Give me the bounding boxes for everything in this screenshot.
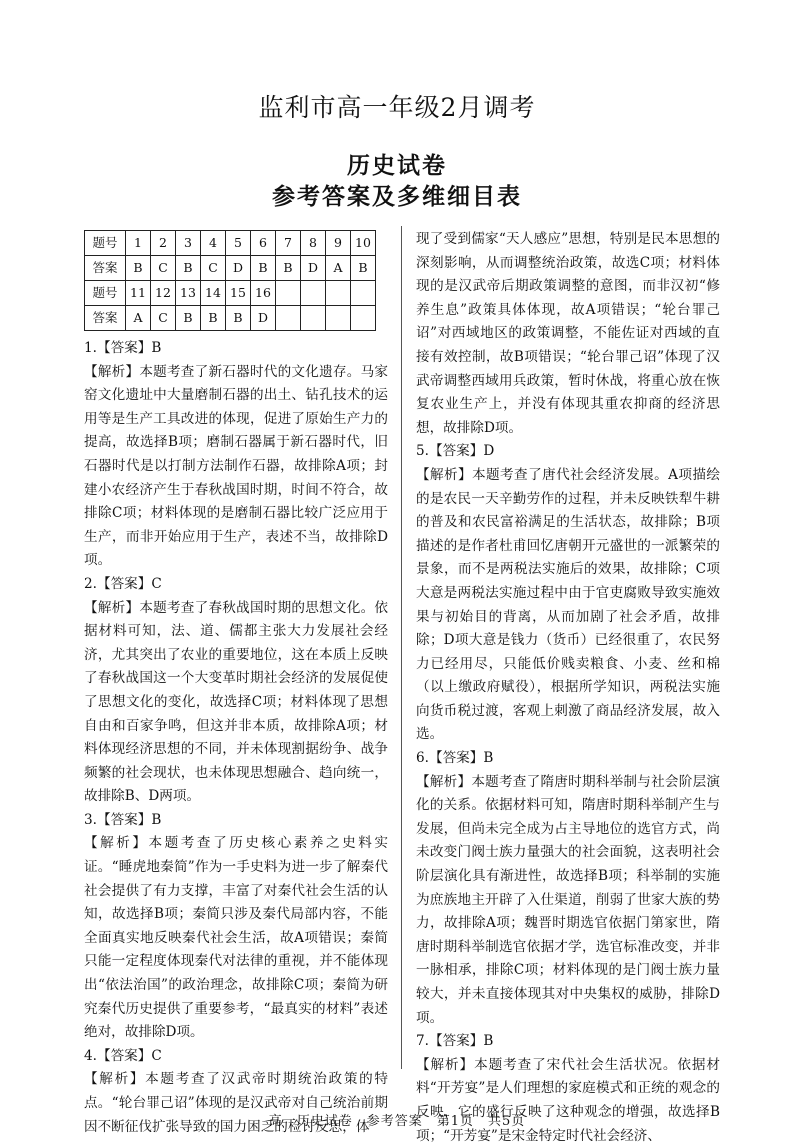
column-divider [401, 226, 402, 1069]
answer-heading: 7.【答案】B [416, 1033, 494, 1050]
table-cell: 7 [276, 231, 301, 256]
table-header-cell: 题号 [85, 231, 126, 256]
left-column [84, 230, 388, 1139]
table-cell [301, 306, 326, 331]
table-cell: 6 [251, 231, 276, 256]
answer-explanation: 现了受到儒家“天人感应”思想，特别是民本思想的深刻影响，从而调整统治政策，故选C项；材料体现的是汉武帝后期政策调整的意图，而非汉初“修养生息”政策具体体现，故A项错误；“轮台罪己诏”对西域地区的政策调整，不能佐证对西域的直接有效控制，故B项错误；“轮台罪己诏”体现了汉武帝调整西域用兵政策，暂时休战，将重心放在恢复农业生产上，并没有体现其重农抑商的经济思想，故排除D项。 [416, 231, 720, 436]
answer-heading: 5.【答案】D [416, 443, 495, 460]
answer-table [84, 230, 376, 331]
table-cell: A [326, 256, 351, 281]
table-cell: D [226, 256, 251, 281]
table-cell: 1 [126, 231, 151, 256]
table-cell: B [276, 256, 301, 281]
table-header-cell: 题号 [85, 281, 126, 306]
table-cell [351, 281, 376, 306]
answer-heading: 3.【答案】B [84, 811, 162, 828]
table-cell: B [176, 256, 201, 281]
table-cell: 10 [351, 231, 376, 256]
table-cell: A [126, 306, 151, 331]
answer-explanation: 【解析】本题考查了新石器时代的文化遗存。马家窑文化遗址中大量磨制石器的出土、钻孔技术的运用等是生产工具改进的体现，促进了原始生产力的提高，故选择B项；磨制石器属于新石器时代，旧石器时代是以打制方法制作石器，故排除A项；封建小农经济产生于春秋战国时期，时间不符合，故排除C项；材料体现的是磨制石器比较广泛应用于生产，而非开始应用于生产，表述不当，故排除D项。 [84, 363, 388, 569]
table-cell: 13 [176, 281, 201, 306]
answer-heading: 4.【答案】C [84, 1047, 162, 1064]
table-cell: 3 [176, 231, 201, 256]
table-cell: 15 [226, 281, 251, 306]
table-cell [276, 306, 301, 331]
answer-explanation: 【解析】本题考查了历史核心素养之史料实证。“睡虎地秦简”作为一手史料为进一步了解秦代社会提供了有力支撑，丰富了对秦代社会生活的认知，故选择B项；秦简只涉及秦代局部内容，不能全面真实地反映秦代社会生活，故A项错误；秦简只能一定程度体现秦代对法律的重视，并不能体现出“依法治国”的政治理念，故排除C项；秦简为研究秦代历史提供了重要参考，“最真实的材料”表述绝对，故排除D项。 [84, 835, 388, 1041]
table-cell [276, 281, 301, 306]
table-cell: C [151, 256, 176, 281]
table-cell: C [201, 256, 226, 281]
table-cell: 4 [201, 231, 226, 256]
table-cell: 2 [151, 231, 176, 256]
table-header-cell: 答案 [85, 306, 126, 331]
table-cell: B [176, 306, 201, 331]
table-cell: B [226, 306, 251, 331]
table-cell: B [251, 256, 276, 281]
table-cell: 11 [126, 281, 151, 306]
exam-title: 监利市高一年级2月调考 [258, 93, 536, 122]
table-cell: 8 [301, 231, 326, 256]
table-cell: D [301, 256, 326, 281]
table-header-cell: 答案 [85, 256, 126, 281]
table-cell: B [126, 256, 151, 281]
table-row [85, 231, 376, 256]
table-cell: 5 [226, 231, 251, 256]
table-cell: B [351, 256, 376, 281]
table-row [85, 256, 376, 281]
table-row [85, 306, 376, 331]
table-cell [326, 281, 351, 306]
page-footer: 高一历史试卷 参考答案 第1页 共5页 [268, 1114, 526, 1129]
answer-explanation: 【解析】本题考查了汉武帝时期统治政策的特点。“轮台罪己诏”体现的是汉武帝对自己统治前期因不断征伐扩张导致的国力困乏的检讨反思，体 [84, 1071, 388, 1135]
table-cell: 12 [151, 281, 176, 306]
table-cell [351, 306, 376, 331]
answer-explanation: 【解析】本题考查了唐代社会经济发展。A项描绘的是农民一天辛勤劳作的过程，并未反映铁犁牛耕的普及和农民富裕满足的生活状态，故排除；B项描述的是作者杜甫回忆唐朝开元盛世的一派繁荣的景象，而不是两税法实施后的效果，故排除；C项大意是两税法实施过程中由于官吏腐败导致实施效果与初始目的背离，从而加剧了社会矛盾，故排除；D项大意是钱力（货币）已经很重了，农民努力已经用尽，只能低价贱卖粮食、小麦、丝和棉（以上缴政府赋役），根据所学知识，两税法实施向货币税过渡，客观上刺激了商品经济发展，故入选。 [416, 466, 720, 743]
answer-explanation: 【解析】本题考查了隋唐时期科举制与社会阶层演化的关系。依据材料可知，隋唐时期科举制产生与发展，但尚未完全成为占主导地位的选官方式，尚未改变门阀士族力量强大的社会面貌，这表明社会阶层演化具有渐进性，故选择B项；科举制的实施为庶族地主开辟了入仕渠道，削弱了世家大族的势力，故排除A项；魏晋时期选官依据门第家世，隋唐时期科举制选官依据才学，选官标准改变，并非一脉相承，排除C项；材料体现的是门阀士族力量较大，并未直接体现其对中央集权的威胁，排除D项。 [416, 773, 720, 1026]
table-cell [301, 281, 326, 306]
table-cell: C [151, 306, 176, 331]
table-cell: D [251, 306, 276, 331]
table-cell: 16 [251, 281, 276, 306]
table-cell: 14 [201, 281, 226, 306]
table-cell [326, 306, 351, 331]
subject-title: 历史试卷 [347, 152, 447, 179]
answer-heading: 6.【答案】B [416, 750, 494, 767]
answer-heading: 1.【答案】B [84, 340, 162, 356]
table-cell: 9 [326, 231, 351, 256]
answer-subtitle: 参考答案及多维细目表 [272, 183, 522, 210]
answer-explanation: 【解析】本题考查了宋代社会生活状况。依据材料“开芳宴”是人们理想的家庭模式和正统的观念的反映，它的盛行反映了这种观念的增强，故选择B项；“开芳宴”是宋金特定时代社会经济、 [416, 1056, 720, 1144]
answer-heading: 2.【答案】C [84, 575, 162, 592]
table-row [85, 281, 376, 306]
right-column [416, 228, 720, 1148]
table-cell: B [201, 306, 226, 331]
answer-explanation: 【解析】本题考查了春秋战国时期的思想文化。依据材料可知，法、道、儒都主张大力发展社会经济，尤其突出了农业的重要地位，这在本质上反映了春秋战国这一个大变革时期社会经济的发展促使了思想文化的变化，故选择C项；材料体现了思想自由和百家争鸣，但这并非本质，故排除A项；材料体现经济思想的不同，并未体现割据纷争、战争频繁的社会现状，也未体现思想融合、趋向统一，故排除B、D两项。 [84, 599, 388, 805]
